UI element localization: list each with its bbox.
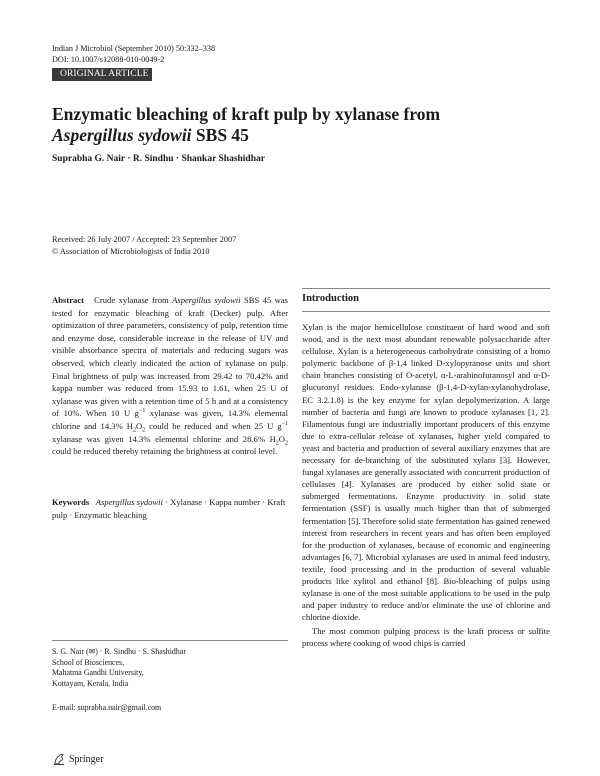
section-heading-introduction: Introduction (302, 293, 359, 304)
journal-citation (52, 43, 215, 65)
abstract-text: O (135, 420, 143, 431)
subscript: 2 (275, 440, 279, 447)
springer-horse-icon (52, 752, 66, 766)
doi-line: DOI: 10.1007/s12088-010-0049-2 (52, 55, 165, 64)
affiliation-line: Kottayam, Kerala, India (52, 678, 129, 688)
affiliation-line: School of Biosciences, (52, 657, 125, 667)
abstract-text: xylanase was given 14.3% elemental chlorine and 28.6% H (52, 433, 276, 444)
abstract-text: SBS 45 was tested for enzymatic bleaching of kraft (Decker) pulp. After optimization of three parameters, consistency of pulp, retention time and enzyme dose, considerable increase in the release of UV and visible absorbance spectra of materials and reducing sugars was observed, which clearly indicated the action of xylanase on pulp. Final brightness of pulp was increased from 29.42 to 70.42% and kappa number was reduced from 15.93 to 1.61, when 25 U of xylanase was given with a retention time of 5 h and at a consistency of 10%. When 10 U g (52, 295, 288, 419)
journal-line: Indian J Microbiol (September 2010) 50:332–338 (52, 44, 216, 53)
title-organism: Aspergillus sydowii (52, 125, 192, 145)
keyword-organism: Aspergillus sydowii (95, 497, 163, 507)
section-badge: ORIGINAL ARTICLE (52, 68, 152, 81)
intro-paragraph: The most common pulping process is the kraft process or sulfite process where cooking of wood chips is carried (302, 626, 550, 649)
superscript: −1 (138, 408, 146, 415)
keyword-list: · Xylanase · Kappa number · Kraft pulp · Enzymatic bleaching (52, 497, 286, 520)
affiliation-line: Mahatma Gandhi University, (52, 668, 144, 678)
abstract-text: could be reduced thereby retaining the brightness at control level. (52, 446, 278, 457)
abstract-text: O (278, 433, 285, 444)
subscript: 2 (132, 427, 136, 434)
intro-top-divider (302, 288, 550, 289)
author-list: Suprabha G. Nair · R. Sindhu · Shankar Shashidhar (52, 154, 265, 164)
intro-heading-divider (302, 311, 550, 312)
keywords (52, 496, 288, 521)
received-accepted: Received: 26 July 2007 / Accepted: 23 September 2007 (52, 235, 237, 244)
publisher-logo (52, 752, 103, 766)
abstract-organism: Aspergillus sydowii (172, 295, 241, 305)
keywords-label: Keywords (52, 497, 90, 507)
title-tail: SBS 45 (191, 125, 249, 145)
introduction-body (302, 321, 550, 650)
copyright: © Association of Microbiologists of India 2010 (52, 247, 210, 256)
subscript: 2 (285, 440, 288, 447)
publisher-name: Springer (69, 753, 104, 765)
superscript: −1 (281, 421, 288, 428)
affiliation (52, 647, 288, 689)
title-line1: Enzymatic bleaching of kraft pulp by xylanase from (52, 104, 441, 124)
intro-paragraph: Xylan is the major hemicellulose constituent of hard wood and soft wood, and is the next most abundant renewable polysaccharide after cellulose. Xylan is a heterogeneous carbohydrate consisting of a homo polymeric backbone of β-1,4 linked D-xylopyranose units and short chain branches consisting of O-acetyl, α-L-arabinofuranosyl and α-D-glucuronyl residues. Endo-xylanase (β-1,4-D-xylan-xylanohydrolase, EC 3.2.1.8) is the key enzyme for xylan depolymerization. A large number of bacteria and fungi are known to produce xylanases [1, 2]. Filamentous fungi are industrially important producers of this enzyme due to extra-cellular release of xylanases, higher yield compared to yeast and bacteria and production of several auxiliary enzymes that are necessary for de-branching of the substituted xylans [3]. However, fungal xylanases are generally associated with concurrent production of cellulases [4]. Xylanases are produced by either solid state or submerged fermentations. Enzyme productivity in solid state fermentation (SSF) is usually much higher than that of submerged fermentation [5]. Therefore solid state fermentation has gained renewed interest from researchers in recent years and has often been employed for the production of xylanases, because of economic and engineering advantages [6, 7]. Microbial xylanases are used in animal feed industry, textile, food processing and in the production of several valuable products like xylitol and ethanol [8]. Bio-bleaching of pulps using xylanase is one of the most suitable applications to be used in the pulp and paper industry to reduce and/or eliminate the use of chlorine and chlorine dioxide. (302, 322, 550, 623)
abstract-text: xylanase was given, 14.3% elemental chlorine and 14.3% H (52, 408, 289, 431)
subscript: 2 (142, 427, 146, 434)
contact-email: E-mail: suprabha.nair@gmail.com (52, 703, 162, 712)
abstract (52, 294, 288, 458)
abstract-label: Abstract (52, 295, 84, 305)
article-title (52, 104, 552, 146)
abstract-text: could be reduced and when 25 U g (145, 420, 282, 431)
affiliation-names: S. G. Nair (✉) · R. Sindhu · S. Shashidhar (52, 647, 186, 656)
affiliation-divider (52, 640, 288, 641)
abstract-text: Crude xylanase from (94, 295, 173, 305)
article-dates (52, 234, 236, 258)
